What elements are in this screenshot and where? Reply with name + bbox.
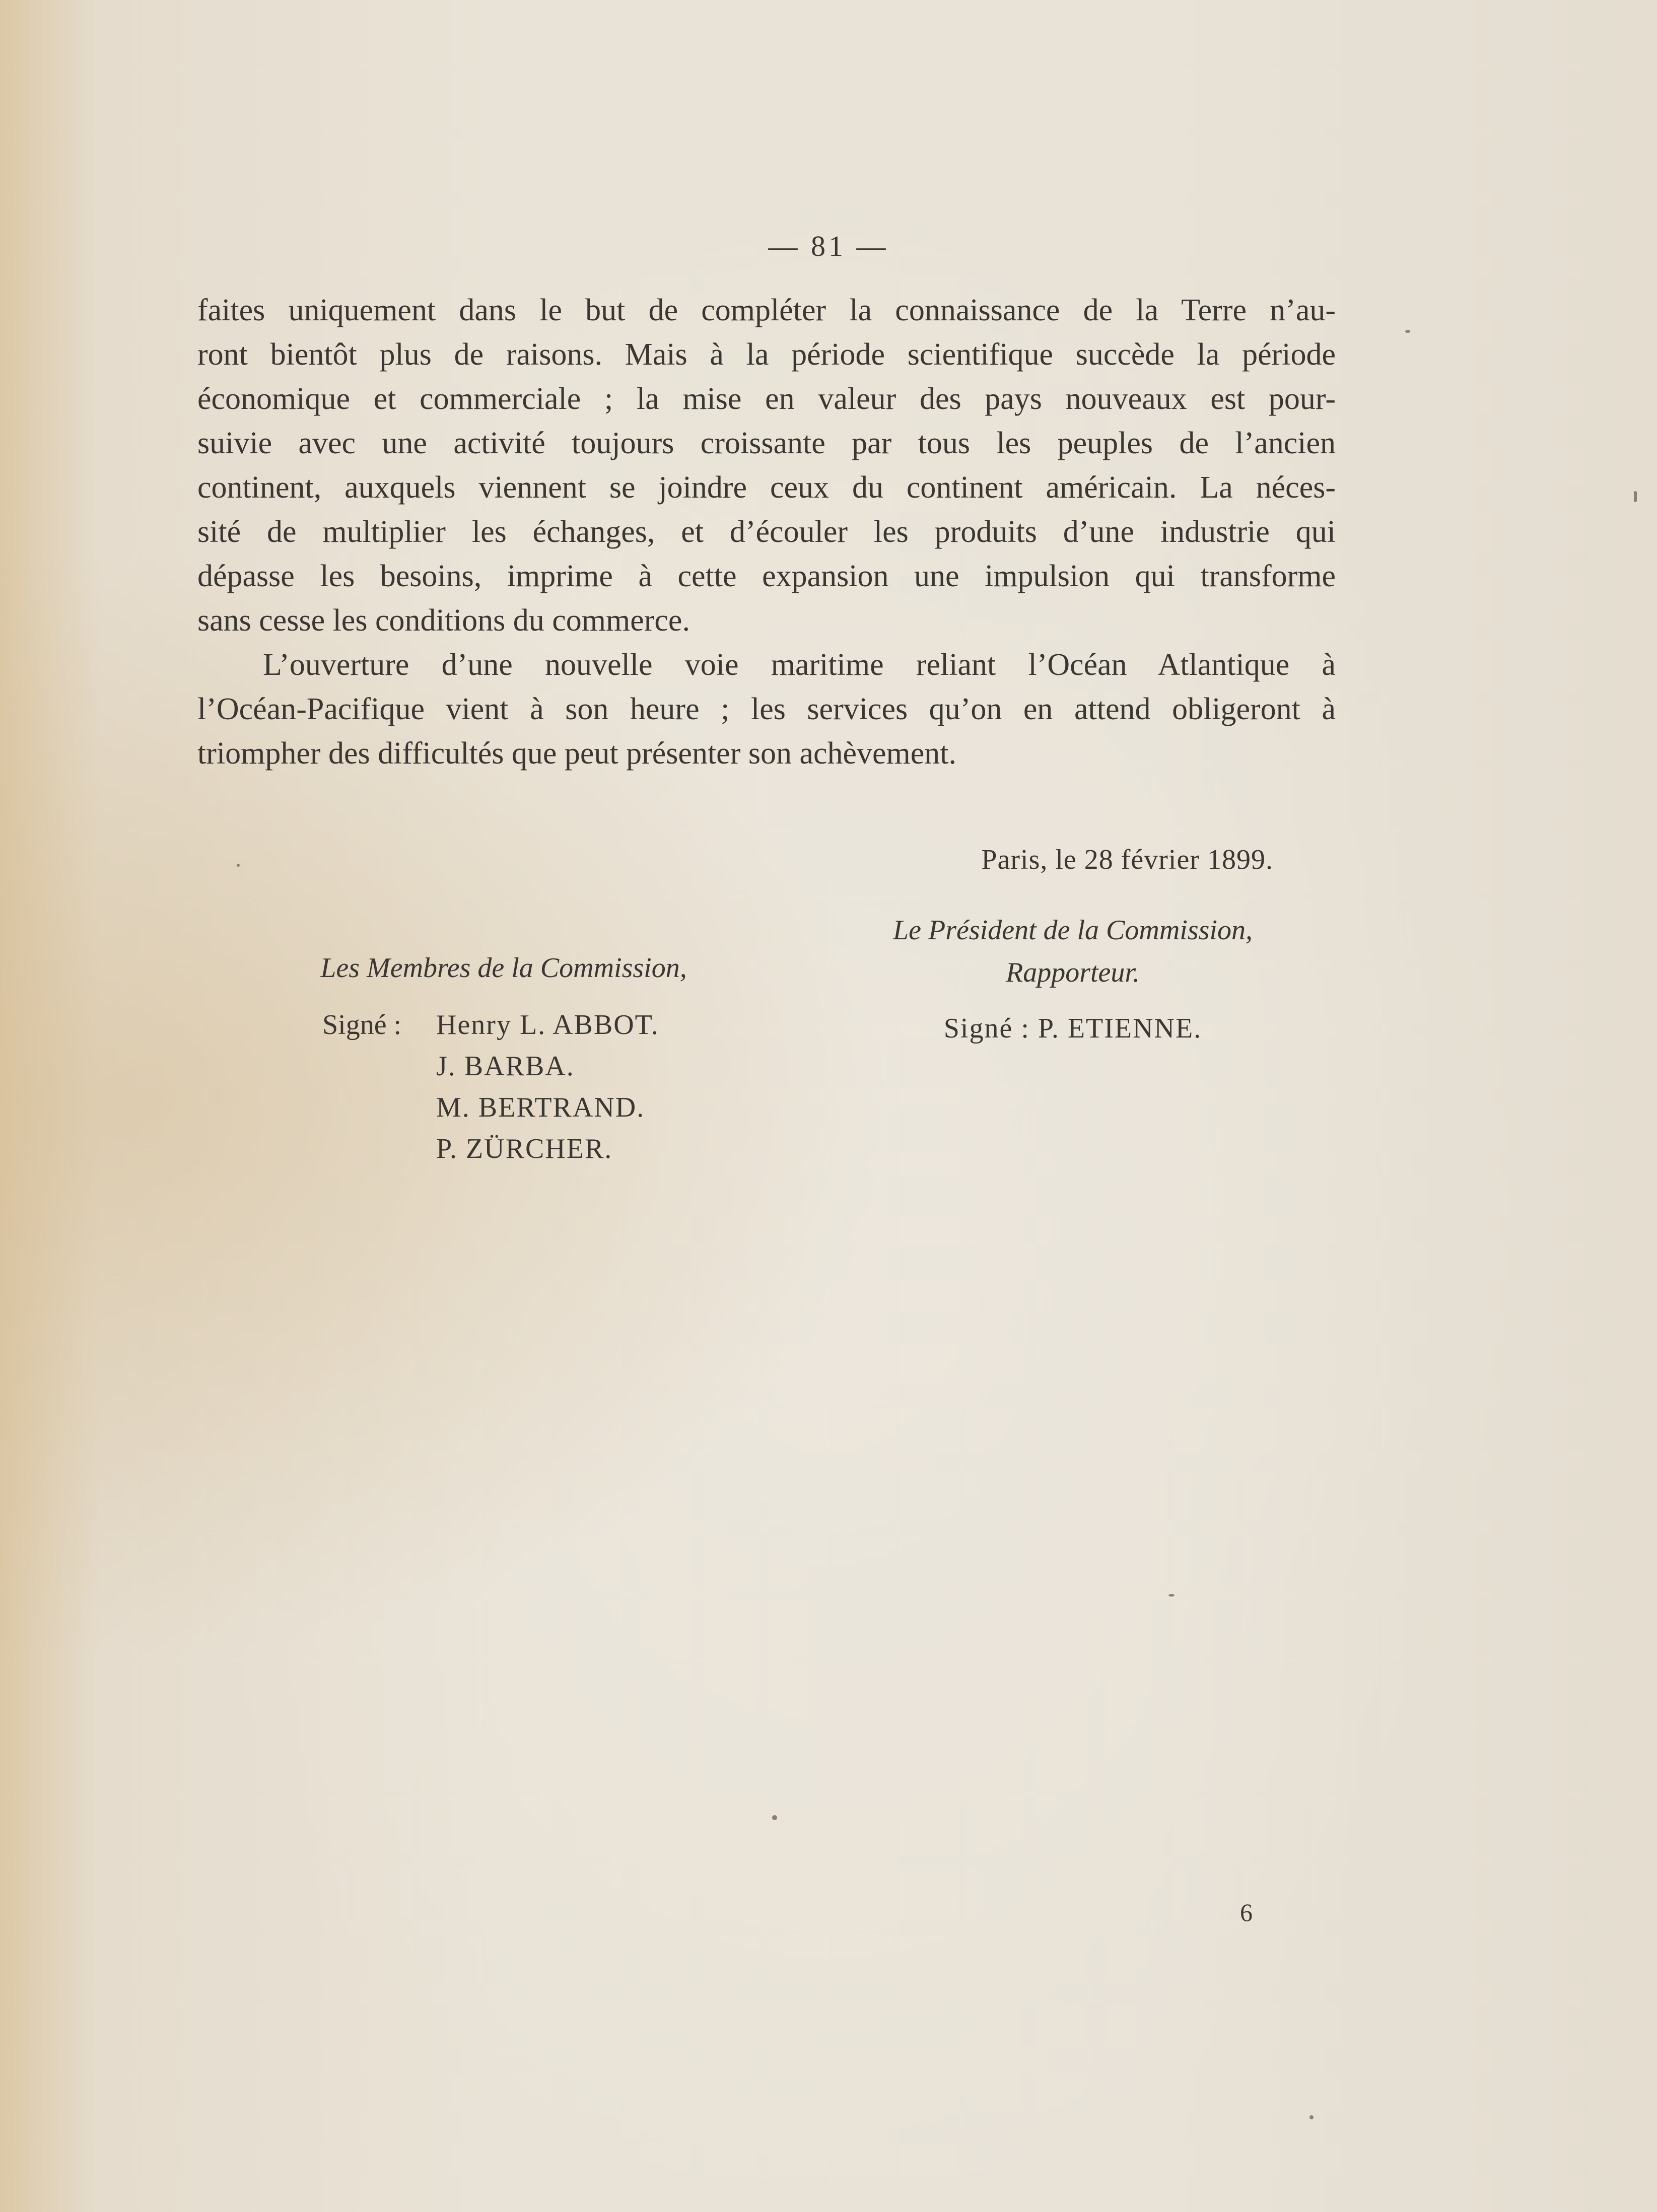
- body-line: dépasse les besoins, imprime à cette expansion une impulsion qui transforme: [197, 559, 1336, 593]
- president-signed: Signé : P. ETIENNE.: [943, 1013, 1202, 1044]
- body-line: sans cesse les conditions du commerce.: [197, 603, 690, 638]
- place-date: Paris, le 28 février 1899.: [981, 844, 1273, 875]
- paper-speck: [772, 1815, 777, 1820]
- paper-speck: [1309, 2115, 1314, 2119]
- paper-speck: [1168, 1594, 1175, 1597]
- paper-speck: [237, 864, 240, 867]
- member-name: Henry L. ABBOT.: [436, 1009, 659, 1041]
- body-line: triompher des difficultés que peut présenter son achèvement.: [197, 736, 957, 771]
- body-line: L’ouverture d’une nouvelle voie maritime reliant l’Océan Atlantique à: [263, 648, 1336, 682]
- body-line: l’Océan-Pacifique vient à son heure ; les services qu’on en attend obligeront à: [197, 692, 1336, 726]
- body-line: faites uniquement dans le but de compléter la connaissance de la Terre n’au-: [197, 293, 1336, 327]
- members-names: [436, 1004, 710, 1169]
- members-signature-block: [297, 947, 710, 1169]
- president-role: Rapporteur.: [1006, 957, 1140, 988]
- body-text: [197, 288, 1336, 776]
- body-line: économique et commerciale ; la mise en valeur des pays nouveaux est pour-: [197, 382, 1336, 416]
- sheet-signature-mark: 6: [1240, 1898, 1253, 1926]
- members-signed-label: Signé :: [322, 1009, 402, 1041]
- paper-speck: [1634, 491, 1637, 502]
- president-title: Le Président de la Commission,: [893, 915, 1253, 946]
- member-name: M. BERTRAND.: [436, 1092, 645, 1123]
- president-signature-block: [866, 909, 1279, 1049]
- page-number: — 81 —: [768, 230, 889, 262]
- member-name: P. ZÜRCHER.: [436, 1133, 613, 1164]
- members-title: Les Membres de la Commission,: [320, 952, 687, 984]
- paper-speck: [1405, 330, 1410, 333]
- body-line: continent, auxquels viennent se joindre ceux du continent américain. La néces-: [197, 470, 1336, 505]
- body-line: suivie avec une activité toujours croissante par tous les peuples de l’ancien: [197, 426, 1336, 460]
- body-line: sité de multiplier les échanges, et d’écouler les produits d’une industrie qui: [197, 515, 1336, 549]
- member-name: J. BARBA.: [436, 1051, 575, 1082]
- members-signed: [297, 1004, 710, 1169]
- body-line: ront bientôt plus de raisons. Mais à la période scientifique succède la période: [197, 337, 1336, 372]
